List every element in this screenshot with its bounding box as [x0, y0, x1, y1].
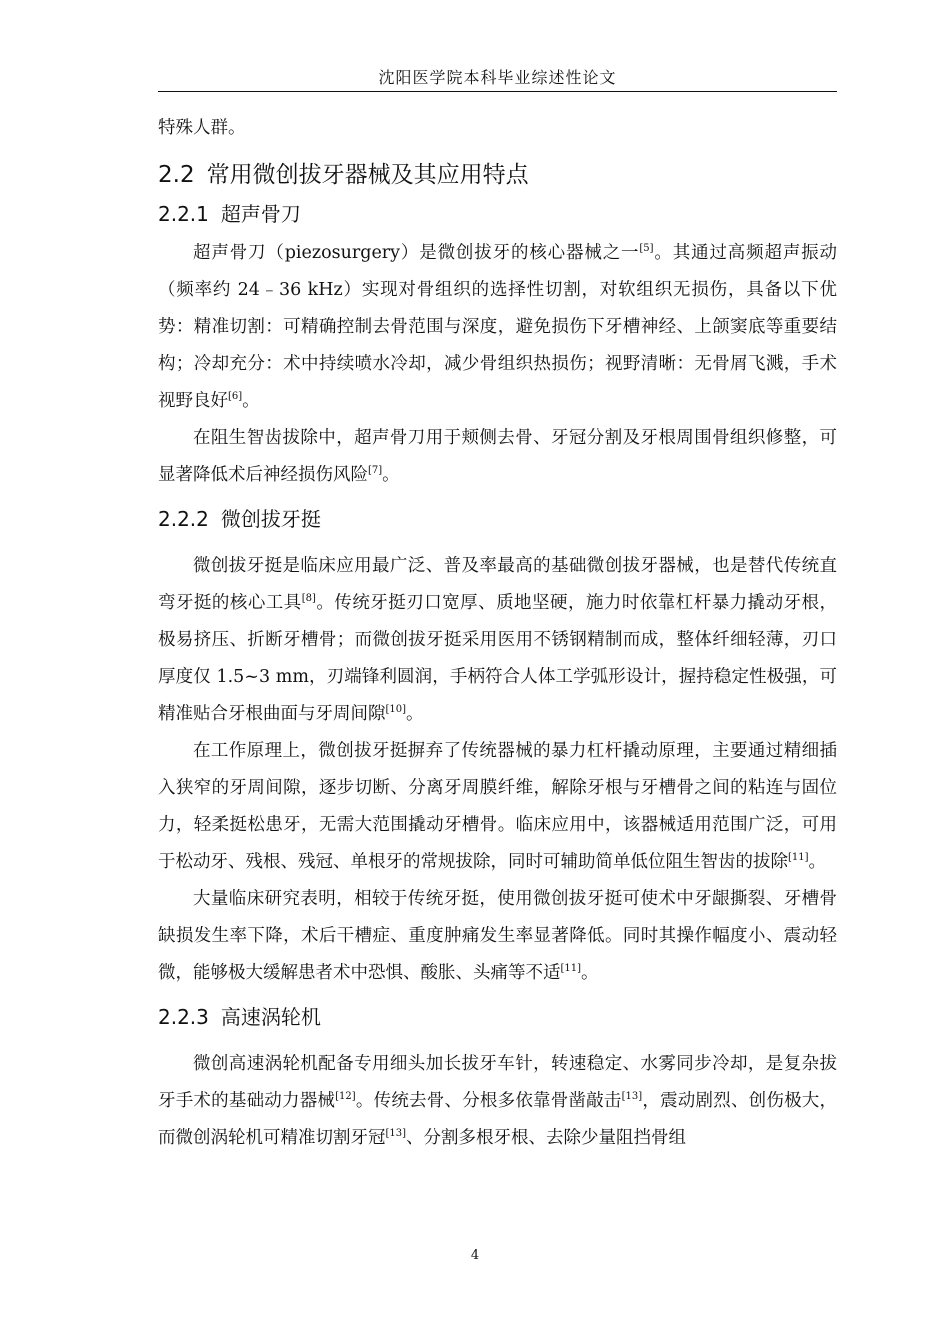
text-run: 大量临床研究表明，相较于传统牙挺，使用微创拔牙挺可使术中牙龈撕裂、牙槽骨缺损发生率下降，术后干槽症、重度肿痛发生率显著降低。同时其操作幅度小、震动轻微，能够极大缓解患者术中恐惧、酸胀、头痛等不适	[158, 889, 837, 983]
text-run: 。传统去骨、分根多依靠骨凿敲击	[355, 1091, 622, 1111]
text-run: 微创拔牙挺是临床应用最广泛、普及率最高的基础微创拔牙器械，也是替代传统直弯牙挺的核心工具	[158, 556, 837, 613]
text-run: 。	[808, 852, 827, 872]
text-run: 。	[382, 465, 400, 485]
paragraph	[158, 420, 837, 494]
subsection-2-2-2	[158, 502, 837, 992]
subsection-title: 微创拔牙挺	[220, 507, 321, 531]
subsection-2-2-3	[158, 1000, 837, 1157]
text-run: 。其通过高频超声振动（频率约 24﹣36 kHz）实现对骨组织的选择性切割，对软组织无损伤，具备以下优势：精准切割：可精确控制去骨范围与深度，避免损伤下牙槽神经、上颌窦底等重要结构；冷却充分：术中持续喷水冷却，减少骨组织热损伤；视野清晰：无骨屑飞溅，手术视野良好	[158, 243, 838, 411]
header-rule	[158, 91, 837, 92]
subsection-2-2-1	[158, 197, 837, 494]
text-run: 。	[581, 963, 599, 983]
paragraph	[158, 235, 837, 420]
text-run: 在阻生智齿拔除中，超声骨刀用于颊侧去骨、牙冠分割及牙根周围骨组织修整，可显著降低术后神经损伤风险	[158, 428, 837, 485]
citation-marker: [10]	[385, 704, 407, 716]
subsection-number: 2.2.3	[158, 1005, 209, 1029]
citation-marker: [6]	[228, 391, 243, 403]
page-number: 4	[470, 1248, 480, 1263]
text-run: 。	[406, 704, 424, 724]
section-number: 2.2	[158, 162, 195, 188]
paragraph	[158, 881, 837, 992]
citation-marker: [7]	[368, 465, 383, 477]
text-run: ，震动剧烈、创伤极大，而微创涡轮机可精准切割牙冠	[158, 1091, 838, 1148]
citation-marker: [8]	[301, 593, 316, 605]
text-run: 、分割多根牙根、去除少量阻挡骨组	[406, 1128, 687, 1148]
citation-marker: [13]	[385, 1128, 407, 1140]
citation-marker: [13]	[621, 1091, 643, 1103]
paragraph	[158, 548, 837, 733]
subsection-number: 2.2.2	[158, 507, 209, 531]
document-body	[158, 110, 837, 1157]
subsection-title: 高速涡轮机	[220, 1005, 321, 1029]
citation-marker: [11]	[788, 852, 809, 864]
section-title: 常用微创拔牙器械及其应用特点	[206, 162, 529, 188]
subsection-number: 2.2.1	[158, 202, 209, 226]
citation-marker: [5]	[639, 243, 654, 255]
subsection-heading	[158, 502, 837, 536]
running-header: 沈阳医学院本科毕业综述性论文	[378, 68, 617, 87]
paragraph	[158, 733, 837, 881]
text-run: 微创高速涡轮机配备专用细头加长拔牙车针，转速稳定、水雾同步冷却，是复杂拔牙手术的基础动力器械	[158, 1054, 837, 1111]
subsection-heading	[158, 197, 837, 231]
text-run: 。	[242, 391, 260, 411]
text-run: 超声骨刀（piezosurgery）是微创拔牙的核心器械之一	[193, 243, 640, 263]
citation-marker: [11]	[560, 963, 582, 975]
subsection-title: 超声骨刀	[220, 202, 301, 226]
paragraph	[158, 1046, 837, 1157]
subsection-heading	[158, 1000, 837, 1034]
section-heading	[158, 157, 837, 193]
text-run: 在工作原理上，微创拔牙挺摒弃了传统器械的暴力杠杆撬动原理，主要通过精细插入狭窄的牙周间隙，逐步切断、分离牙周膜纤维，解除牙根与牙槽骨之间的粘连与固位力，轻柔挺松患牙，无需大范围撬动牙槽骨。临床应用中，该器械适用范围广泛，可用于松动牙、残根、残冠、单根牙的常规拔除，同时可辅助简单低位阻生智齿的拔除	[158, 741, 837, 872]
text-run: 。传统牙挺刃口宽厚、质地坚硬，施力时依靠杠杆暴力撬动牙根，极易挤压、折断牙槽骨；而微创拔牙挺采用医用不锈钢精制而成，整体纤细轻薄，刃口厚度仅 1.5~3 mm，刃端锋利圆润，手柄符合人体工学弧形设计，握持稳定性极强，可精准贴合牙根曲面与牙周间隙	[158, 593, 838, 724]
citation-marker: [12]	[335, 1091, 356, 1103]
continuation-text: 特殊人群。	[158, 118, 246, 138]
